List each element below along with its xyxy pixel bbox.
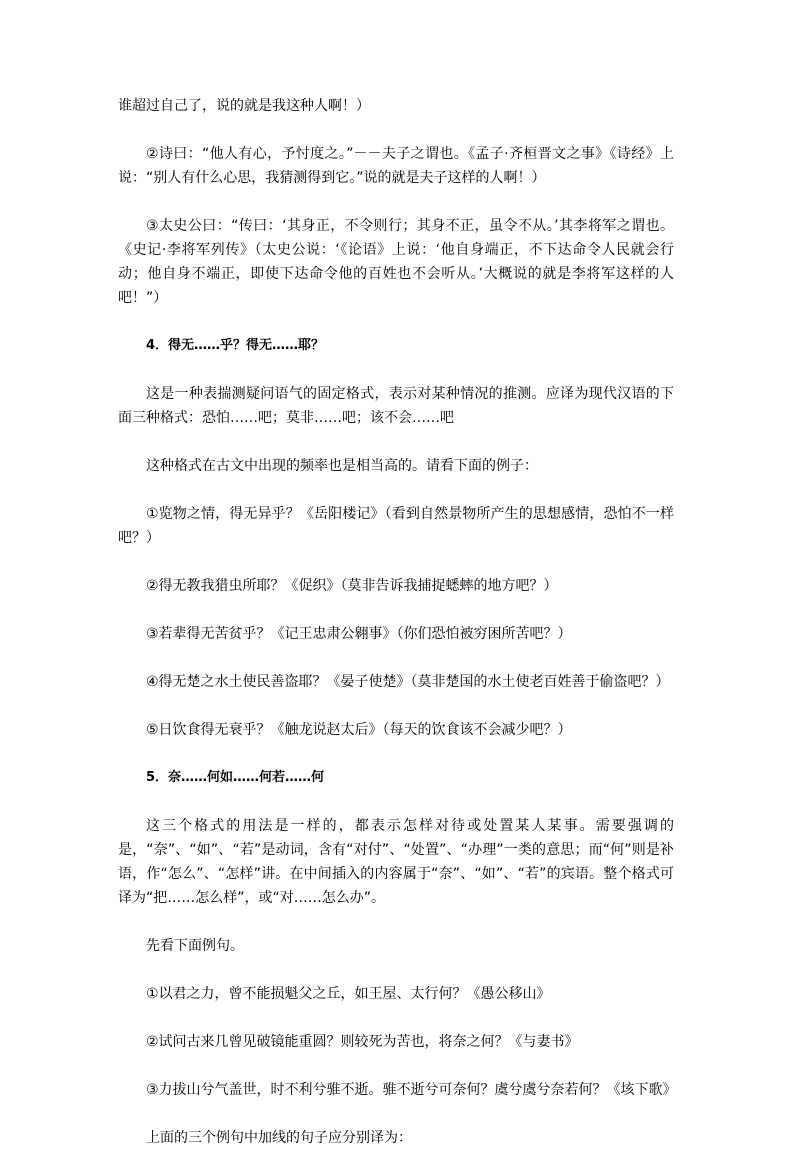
section-heading-5: 5．奈……何如……何若……何 [146,770,325,785]
section-heading-4: 4．得无……乎？得无……耶？ [146,338,325,353]
paragraph-1: 谁超过自己了，说的就是我这种人啊！） [118,98,370,114]
example-7: ②试问古来几曾见破镜能重圆？则较死为苦也，将奈之何？《与妻书》 [146,1034,579,1050]
paragraph-2: ②诗曰：“他人有心，予忖度之。”－－夫子之谓也。《孟子·齐桓晋文之事》《诗经》上说：“别人有什么心思，我猜测得到它。”说的就是夫子这样的人啊！） [118,146,674,186]
example-1: ①览物之情，得无异乎？《岳阳楼记》（看到自然景物所产生的思想感情，恐怕不一样吧？） [118,506,674,546]
example-2: ②得无教我猎虫所耶？《促织》（莫非告诉我捕捉蟋蟀的地方吧？） [146,578,558,594]
example-8: ③力拔山兮气盖世，时不利兮骓不逝。骓不逝兮可奈何？虞兮虞兮奈若何？《垓下歌》 [146,1082,677,1098]
example-6: ①以君之力，曾不能损魁父之丘，如王屋、太行何？《愚公移山》 [146,986,551,1002]
paragraph-13: 这三个格式的用法是一样的，都表示怎样对待或处置某人某事。需要强调的是，“奈”、“如”、“若”是动词，含有“对付”、“处置”、“办理”一类的意思；而“何”则是补语，作“怎么”、“怎样”讲。在中间插入的内容属于“奈”、“如”、“若”的宾语。整个格式可译为“把……怎么样”，或“对……怎么办”。 [118,818,674,906]
paragraph-6: 这种格式在古文中出现的频率也是相当高的。请看下面的例子： [146,458,538,474]
paragraph-5: 这是一种表揣测疑问语气的固定格式，表示对某种情况的推测。应译为现代汉语的下面三种格式：恐怕……吧；莫非……吧；该不会……吧 [118,386,674,426]
example-5: ⑤日饮食得无衰乎？《触龙说赵太后》（每天的饮食该不会减少吧？） [146,722,572,738]
paragraph-14: 先看下面例句。 [146,938,244,954]
example-3: ③若辈得无苦贫乎？《记王忠肃公翱事》（你们恐怕被穷困所苦吧？） [146,626,572,642]
paragraph-18: 上面的三个例句中加线的句子应分别译为： [146,1130,412,1146]
document-page [118,94,677,1174]
paragraph-3: ③太史公曰：“传曰：‘其身正，不令则行；其身不正，虽令不从。’其李将军之谓也。《史记·李将军列传》（太史公说：‘《论语》上说：‘他自身端正，不下达命令人民就会行动；他自身不端正，即使下达命令他的百姓也不会听从。’大概说的就是李将军这样的人吧！”） [118,218,674,306]
example-4: ④得无楚之水土使民善盗耶？《晏子使楚》（莫非楚国的水土使老百姓善于偷盗吧？） [146,674,670,690]
